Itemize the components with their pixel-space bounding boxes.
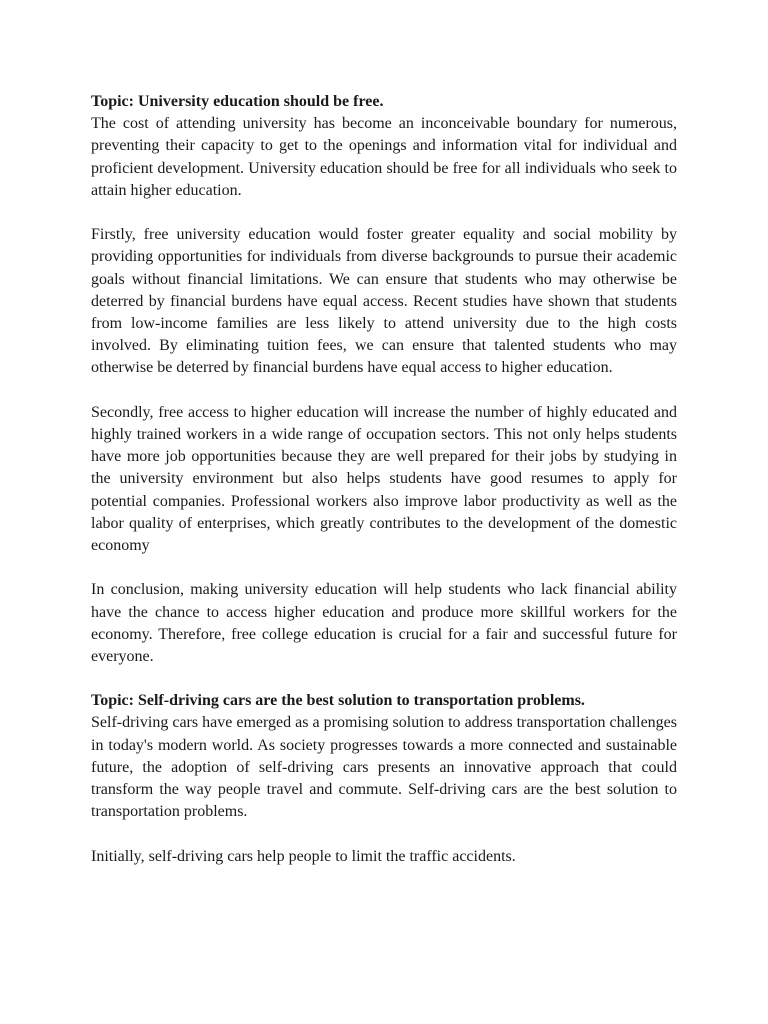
paragraph: In conclusion, making university education will help students who lack financial ability have the chance to access higher education and produce more skillful workers for the economy. Therefore, free college education is crucial for a fair and successful future for everyone.	[91, 581, 677, 666]
paragraph: Firstly, free university education would foster greater equality and social mobility by providing opportunities for individuals from diverse backgrounds to pursue their academic goals without financial limitations. We can ensure that students who may otherwise be deterred by financial burdens have equal access. Recent studies have shown that students from low-income families are less likely to attend university due to the high costs involved. By eliminating tuition fees, we can ensure that talented students who may otherwise be deterred by financial burdens have equal access to higher education.	[91, 226, 677, 377]
essay-section-self-driving	[91, 690, 677, 868]
topic-heading: Topic: University education should be free.	[91, 93, 384, 110]
paragraph: Secondly, free access to higher education will increase the number of highly educated and highly trained workers in a wide range of occupation sectors. This not only helps students have more job opportunities because they are well prepared for their jobs by studying in the university environment but also helps students have good resumes to apply for potential companies. Professional workers also improve labor productivity as well as the labor quality of enterprises, which greatly contributes to the development of the domestic economy	[91, 403, 677, 555]
paragraph: Initially, self-driving cars help people to limit the traffic accidents.	[91, 847, 516, 865]
topic-heading: Topic: Self-driving cars are the best solution to transportation problems.	[91, 692, 585, 710]
document-page	[91, 91, 677, 890]
paragraph: The cost of attending university has become an inconceivable boundary for numerous, preventing their capacity to get to the openings and information vital for individual and proficient development. University education should be free for all individuals who seek to attain higher education.	[91, 115, 677, 199]
paragraph: Self-driving cars have emerged as a promising solution to address transportation challenges in today's modern world. As society progresses towards a more connected and sustainable future, the adoption of self-driving cars presents an innovative approach that could transform the way people travel and commute. Self-driving cars are the best solution to transportation problems.	[91, 714, 677, 821]
essay-section-university	[91, 91, 677, 668]
